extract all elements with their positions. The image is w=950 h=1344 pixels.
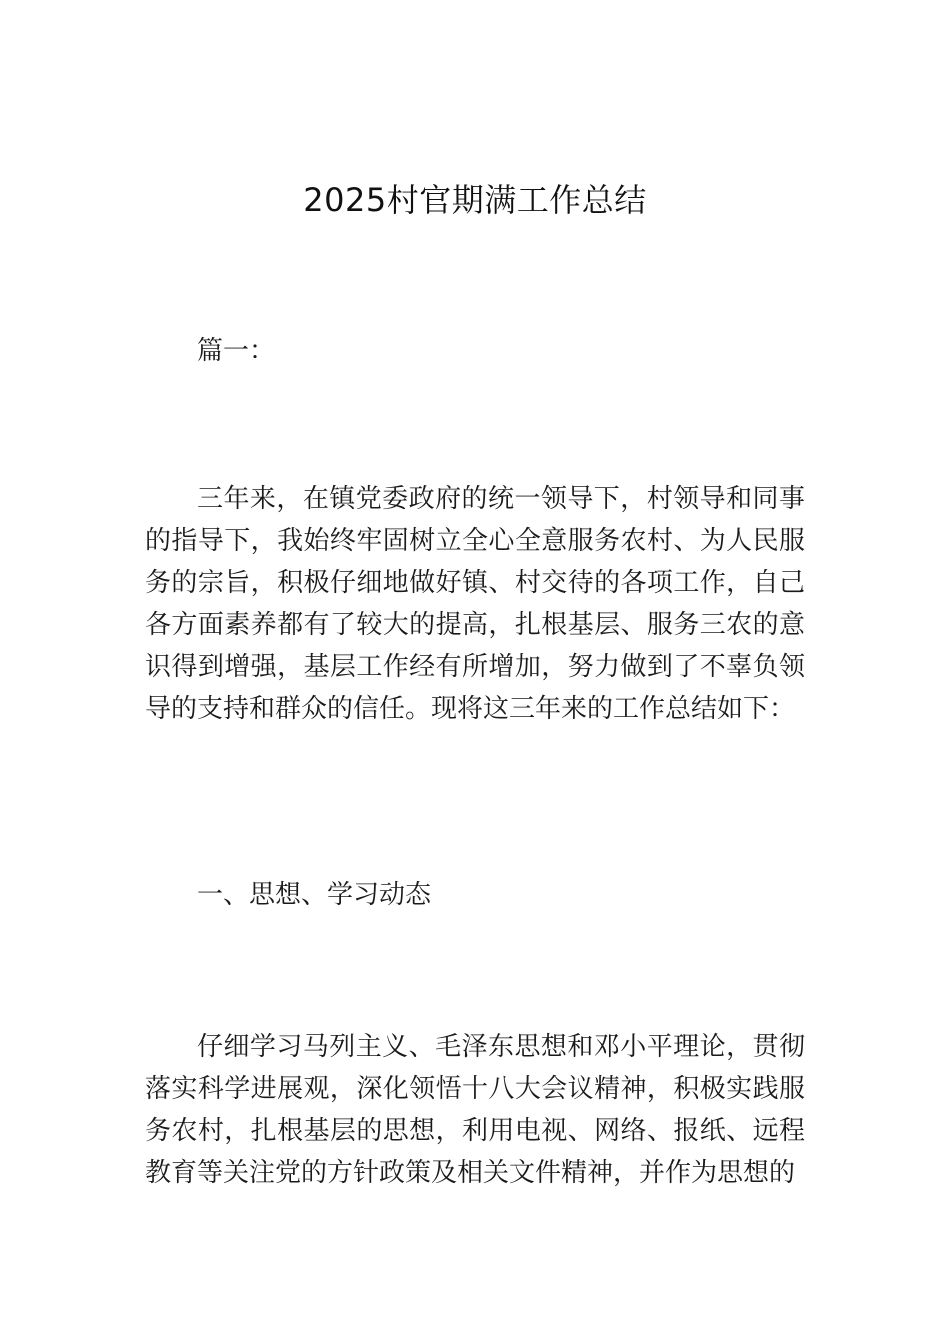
document-title: 2025村官期满工作总结: [303, 181, 647, 219]
paragraph-thought-study: 仔细学习马列主义、毛泽东思想和邓小平理论，贯彻落实科学进展观，深化领悟十八大会议精神，积极实践服务农村，扎根基层的思想，利用电视、网络、报纸、远程教育等关注党的方针政策及相关文件精神，并作为思想的: [145, 1032, 805, 1188]
paragraph-intro: 三年来，在镇党委政府的统一领导下，村领导和同事的指导下，我始终牢固树立全心全意服务农村、为人民服务的宗旨，积极仔细地做好镇、村交待的各项工作，自己各方面素养都有了较大的提高，扎根基层、服务三农的意识得到增强，基层工作经有所增加，努力做到了不辜负领导的支持和群众的信任。现将这三年来的工作总结如下：: [145, 484, 805, 724]
section-label: 篇一：: [197, 336, 276, 366]
section-heading-thought-study: 一、思想、学习动态: [197, 880, 432, 910]
